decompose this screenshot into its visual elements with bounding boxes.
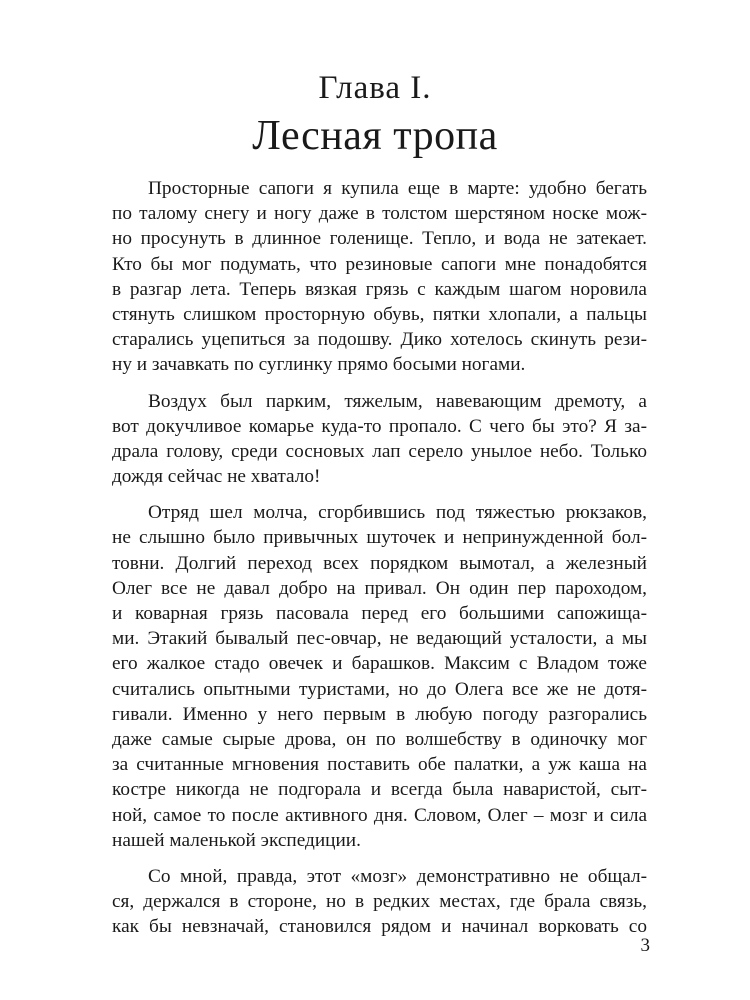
text-line: ной, самое то после активного дня. Словом, Олег – мозг и сила xyxy=(112,804,647,826)
text-line: за считанные мгновения поставить обе палатки, а уж каша на xyxy=(112,754,647,776)
paragraph-2 xyxy=(112,389,647,490)
text-line: но просунуть в длинное голенище. Тепло, и вода не затекает. xyxy=(112,228,647,250)
text-line: Воздух был парким, тяжелым, навевающим дремоту, а xyxy=(148,390,647,412)
body-text xyxy=(112,176,647,950)
paragraph-3 xyxy=(112,500,647,853)
text-line: считались опытными туристами, но до Олега все же не дотя- xyxy=(112,678,647,700)
page-number: 3 xyxy=(640,935,650,956)
text-line: ся, держался в стороне, но в редких местах, где брала связь, xyxy=(112,891,647,913)
text-line: вот докучливое комарье куда-то пропало. С чего бы это? Я за- xyxy=(112,415,647,437)
text-line: гивали. Именно у него первым в любую погоду разгорались xyxy=(112,703,647,725)
text-line: драла голову, среди сосновых лап серело унылое небо. Только xyxy=(112,440,647,462)
chapter-title: Лесная тропа xyxy=(252,113,498,159)
paragraph-4 xyxy=(112,864,647,940)
text-line: по талому снегу и ногу даже в толстом шерстяном носке мож- xyxy=(112,203,647,225)
text-line: нашей маленькой экспедиции. xyxy=(112,829,361,851)
text-line: и коварная грязь пасовала перед его большими сапожища- xyxy=(112,603,647,624)
text-line: товни. Долгий переход всех порядком вымотал, а железный xyxy=(112,552,647,574)
text-line: даже самые сырые дрова, он по волшебству в одиночку мог xyxy=(112,728,647,750)
text-line: Отряд шел молча, сгорбившись под тяжестью рюкзаков, xyxy=(148,502,647,524)
text-line: ну и зачавкать по суглинку прямо босыми ногами. xyxy=(112,354,526,376)
text-line: Кто бы мог подумать, что резиновые сапоги мне понадобятся xyxy=(112,253,647,275)
text-line: Со мной, правда, этот «мозг» демонстративно не общал- xyxy=(148,865,647,887)
text-line: его жалкое стадо овечек и барашков. Максим с Владом тоже xyxy=(112,653,647,675)
text-line: дождя сейчас не хватало! xyxy=(112,466,321,488)
text-line: в разгар лета. Теперь вязкая грязь с каждым шагом норовила xyxy=(112,278,647,300)
text-line: Олег все не давал добро на привал. Он один пер пароходом, xyxy=(112,577,647,599)
text-line: как бы невзначай, становился рядом и начинал ворковать со xyxy=(112,916,647,938)
chapter-label: Глава I. xyxy=(318,70,432,106)
text-line: костре никогда не подгорала и всегда была наваристой, сыт- xyxy=(112,779,647,801)
text-line: Просторные сапоги я купила еще в марте: удобно бегать xyxy=(148,178,647,199)
text-line: старались уцепиться за подошву. Дико хотелось скинуть рези- xyxy=(112,329,647,351)
paragraph-1 xyxy=(112,176,647,378)
text-line: стянуть слишком просторную обувь, пятки хлопали, а пальцы xyxy=(112,303,647,325)
text-line: ми. Этакий бывалый пес-овчар, не ведающий усталости, а мы xyxy=(112,628,647,650)
text-line: не слышно было привычных шуточек и непринужденной бол- xyxy=(112,527,647,549)
